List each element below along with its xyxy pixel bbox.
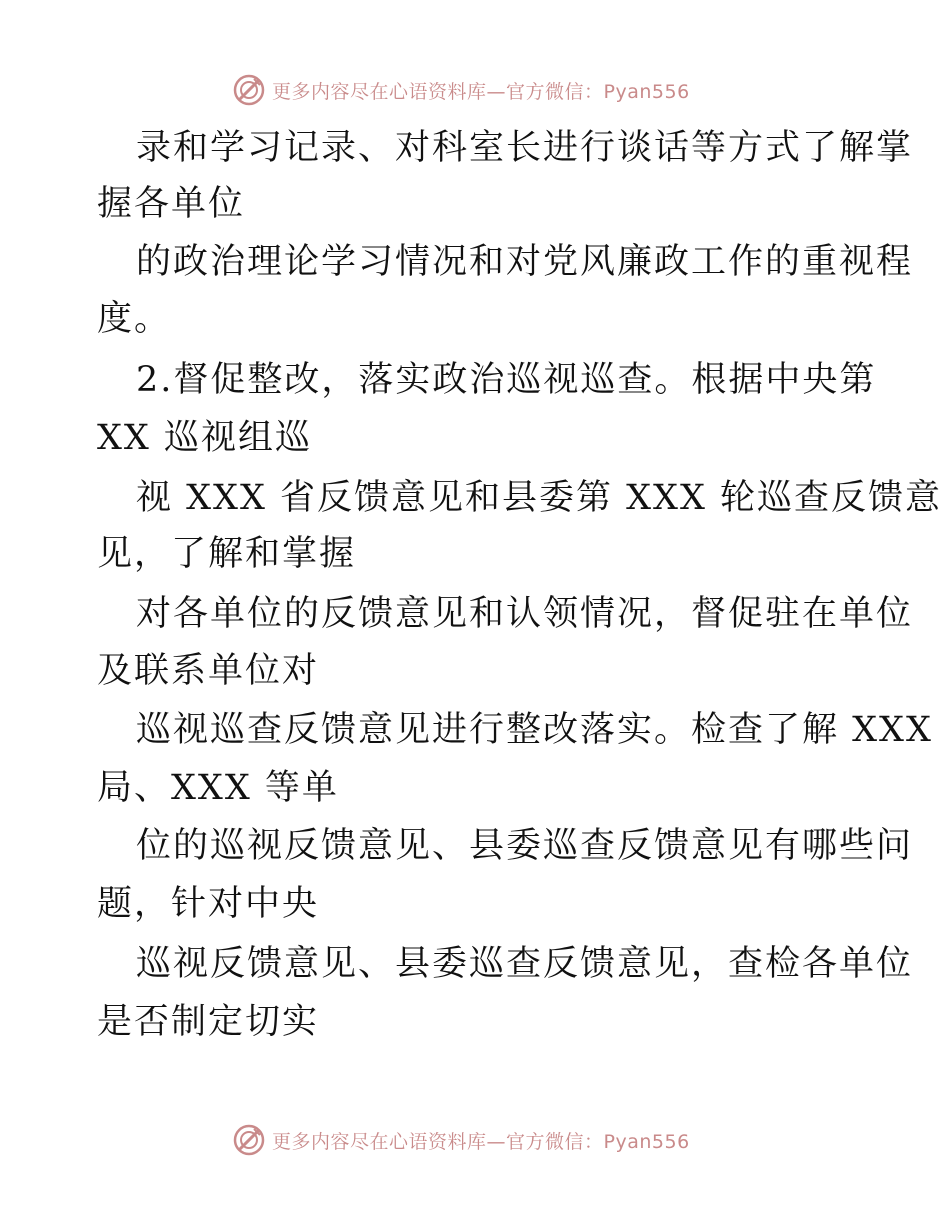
text-line: 视 XXX 省反馈意见和县委第 XXX 轮巡查反馈意 bbox=[136, 478, 943, 518]
text-line: 2.督促整改，落实政治巡视巡查。根据中央第 bbox=[136, 360, 877, 400]
text-line: XX 巡视组巡 bbox=[97, 418, 312, 458]
watermark-text: 更多内容尽在心语资料库—官方微信：Pyan556 bbox=[272, 1130, 690, 1153]
text-line: 局、XXX 等单 bbox=[97, 768, 339, 808]
text-line: 巡视反馈意见、县委巡查反馈意见，查检各单位 bbox=[136, 944, 914, 984]
stamp-logo-icon bbox=[232, 73, 266, 107]
text-line: 见，了解和掌握 bbox=[97, 534, 357, 574]
text-line: 握各单位 bbox=[97, 184, 246, 224]
text-line: 对各单位的反馈意见和认领情况，督促驻在单位 bbox=[136, 594, 914, 634]
text-line: 位的巡视反馈意见、县委巡查反馈意见有哪些问 bbox=[136, 826, 914, 866]
watermark-text: 更多内容尽在心语资料库—官方微信：Pyan556 bbox=[272, 80, 690, 103]
text-line: 度。 bbox=[97, 299, 172, 339]
text-line: 题，针对中央 bbox=[97, 884, 320, 924]
stamp-logo-icon bbox=[232, 1123, 266, 1157]
footer-watermark bbox=[232, 1122, 752, 1158]
header-watermark bbox=[232, 72, 752, 108]
text-line: 录和学习记录、对科室长进行谈话等方式了解掌 bbox=[136, 128, 914, 168]
text-line: 巡视巡查反馈意见进行整改落实。检查了解 XXX bbox=[136, 710, 933, 750]
text-line: 是否制定切实 bbox=[97, 1002, 320, 1042]
text-line: 的政治理论学习情况和对党风廉政工作的重视程 bbox=[136, 242, 914, 282]
text-line: 及联系单位对 bbox=[97, 651, 320, 691]
